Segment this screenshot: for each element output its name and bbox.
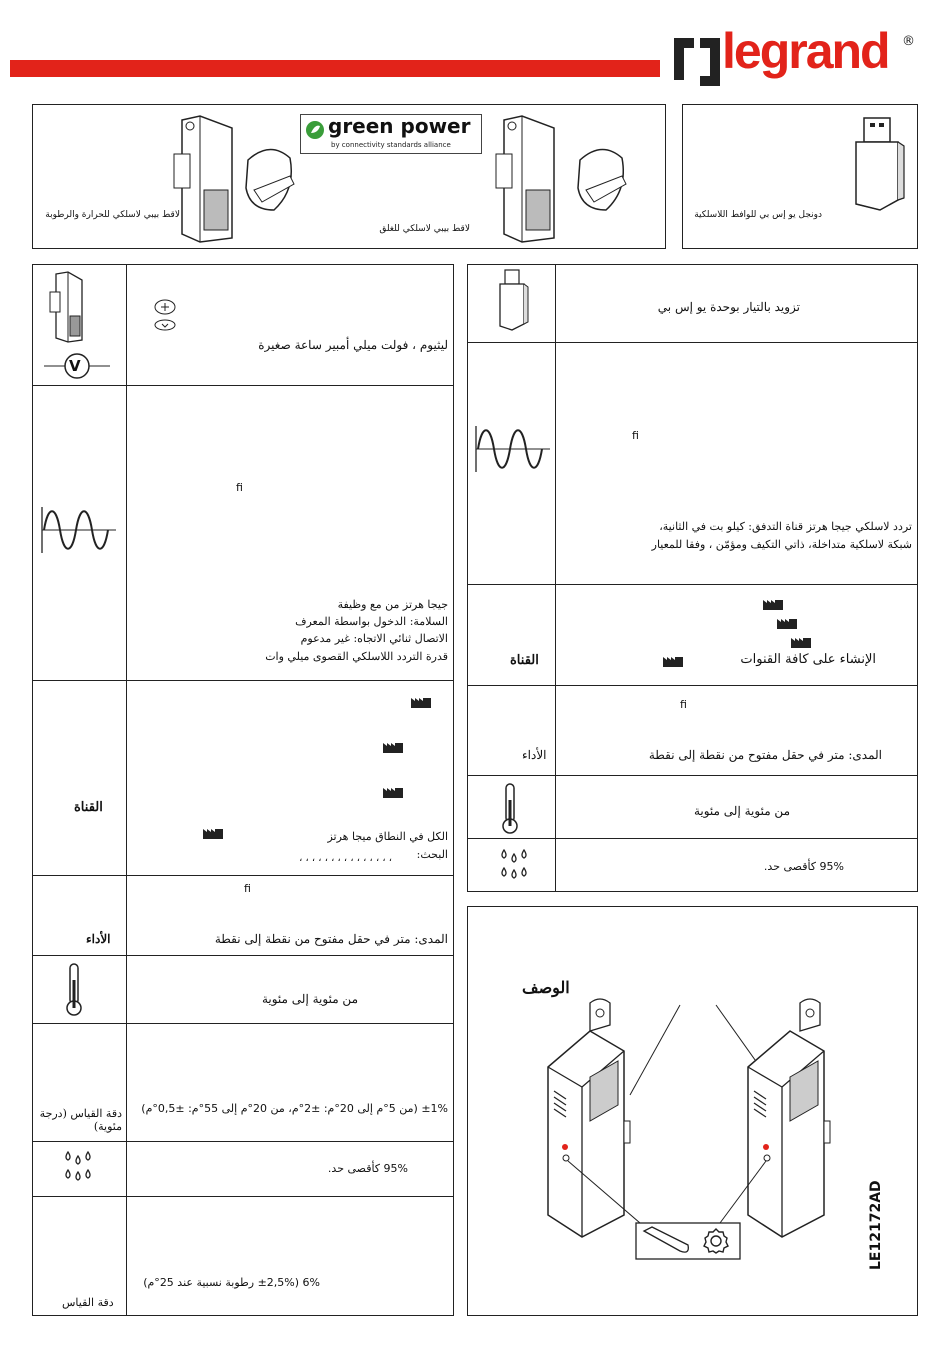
right-radio-line-2: شبكة لاسلكية متداخلة، ذاتي التكيف ومؤمّن ، وفقا للمعيار <box>651 538 912 551</box>
right-row-sep <box>467 775 918 776</box>
dongle-label: دونجل يو إس بي للوافط اللاسلكية <box>694 210 822 220</box>
radio-wave-icon <box>40 505 118 555</box>
description-title: الوصف <box>522 978 570 997</box>
voltage-icon-label: V <box>69 357 81 375</box>
performance-range: المدى: متر في حقل مفتوح من نقطة إلى نقطة <box>214 932 448 946</box>
left-row-sep <box>32 385 454 386</box>
left-row-sep <box>32 1141 454 1142</box>
left-row-sep <box>32 1023 454 1024</box>
radio-line-4: قدرة التردد اللاسلكي القصوى ميلي وات <box>265 650 448 663</box>
right-row-sep <box>467 584 918 585</box>
right-radio-fi: fi <box>632 429 639 442</box>
humidity-icon <box>60 1150 96 1184</box>
battery-spec: ليثيوم ، فولت ميلي أمبير ساعة صغيرة <box>258 338 448 352</box>
right-humidity-max: 95% كأقصى حد. <box>763 860 844 873</box>
performance-fi: fi <box>244 882 251 895</box>
usb-power-text: تزويد بالتيار بوحدة يو إس بي <box>657 300 800 314</box>
radio-line-2: السلامة: الدخول بواسطة المعرف <box>295 615 448 628</box>
factory-icon <box>382 785 404 799</box>
header-red-bar <box>10 60 660 77</box>
radio-wave-icon <box>474 424 552 474</box>
thermometer-icon <box>64 962 84 1018</box>
usb-power-icon <box>492 268 532 336</box>
right-radio-line-1: تردد لاسلكي جيجا هرتز قناة التدفق: كيلو بت في الثانية، <box>659 520 912 533</box>
latch-label: لاقط بيبي لاسلكي للغلق <box>379 224 470 234</box>
description-drawing <box>540 975 880 1265</box>
radio-line-3: الاتصال ثنائي الاتجاه: غير مدعوم <box>300 632 448 645</box>
sensor-label: لاقط بيبي لاسلكي للحرارة والرطوبة <box>45 210 180 220</box>
factory-icon <box>382 740 404 754</box>
right-channel-create: الإنشاء على كافة القنوات <box>740 652 876 667</box>
right-channel-label: القناة <box>510 653 539 668</box>
channel-search: البحث: <box>416 848 448 861</box>
measure-label: دقة القياس <box>62 1296 114 1309</box>
right-performance-fi: fi <box>680 698 687 711</box>
left-row-sep <box>32 875 454 876</box>
brand-name: legrand <box>722 23 889 79</box>
accuracy-label: دقة القياس (درجة مئوية) <box>39 1107 122 1133</box>
right-performance-range: المدى: متر في حقل مفتوح من نقطة إلى نقطة <box>648 748 882 762</box>
factory-icon <box>202 826 224 840</box>
left-table-divider <box>126 264 127 1316</box>
right-spec-table <box>467 264 918 892</box>
legrand-logo <box>672 23 922 90</box>
humidity-icon <box>496 848 532 882</box>
usb-dongle-image <box>840 112 910 222</box>
accuracy-value: ±1% (من 5°م إلى 20°م: ±2°م، من 20°م إلى 55°م: ±0,5°م) <box>141 1102 448 1115</box>
radio-line-1: جيجا هرتز من مع وظيفة <box>337 598 448 611</box>
performance-label: الأداء <box>86 932 111 946</box>
thermometer-icon <box>500 782 520 836</box>
latch-sensor-image <box>492 110 642 245</box>
green-power-title: green power <box>328 114 471 138</box>
registered-mark: ® <box>902 34 915 49</box>
right-row-sep <box>467 838 918 839</box>
battery-icon <box>150 298 180 334</box>
right-row-sep <box>467 342 918 343</box>
left-row-sep <box>32 1196 454 1197</box>
right-row-sep <box>467 685 918 686</box>
right-table-divider <box>555 264 556 892</box>
factory-icon <box>762 597 784 611</box>
channel-all-in-range: الكل في النطاق ميجا هرتز <box>327 830 448 843</box>
temperature-sensor-image <box>170 110 320 245</box>
channel-label: القناة <box>74 800 103 815</box>
green-power-subtitle: by connectivity standards alliance <box>331 141 451 149</box>
right-performance-label: الأداء <box>522 748 547 762</box>
factory-icon <box>776 616 798 630</box>
factory-icon <box>662 654 684 668</box>
left-row-sep <box>32 955 454 956</box>
right-temperature-range: من مئوية إلى مئوية <box>693 804 790 818</box>
factory-icon <box>790 635 812 649</box>
factory-icon <box>410 695 432 709</box>
product-code: LE12172AD <box>868 1180 884 1270</box>
channel-search-dots: ، ، ، ، ، ، ، ، ، ، ، ، ، ، ، <box>299 853 392 864</box>
temperature-range: من مئوية إلى مئوية <box>261 992 358 1006</box>
left-row-sep <box>32 680 454 681</box>
measure-value: 6% (±2,5% رطوبة نسبية عند 25°م) <box>143 1276 320 1289</box>
humidity-max: 95% كأقصى حد. <box>327 1162 408 1175</box>
green-power-logo <box>300 114 482 154</box>
radio-fi: fi <box>236 481 243 494</box>
